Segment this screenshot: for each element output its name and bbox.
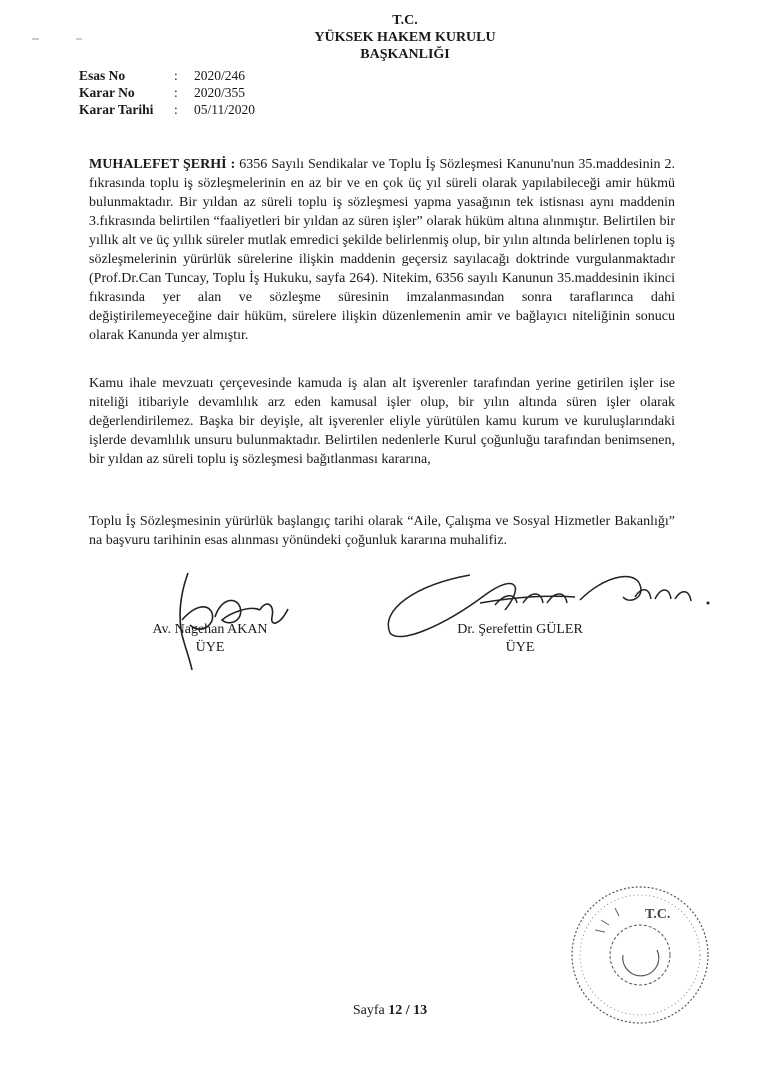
page-number bbox=[330, 1003, 450, 1019]
scan-mark bbox=[30, 34, 90, 44]
header-line-presidency: BAŞKANLIĞI bbox=[360, 47, 450, 62]
paragraph-dissent bbox=[89, 155, 675, 345]
page-current: 12 bbox=[388, 1003, 403, 1018]
paragraph-text: Toplu İş Sözleşmesinin yürürlük başlangıç tarihi olarak “Aile, Çalışma ve Sosyal Hizmetler Bakanlığı” na başvuru tarihinin esas alınması yönündeki çoğunluk kararına muhalifiz. bbox=[89, 514, 675, 548]
signatory-role: ÜYE bbox=[195, 640, 225, 655]
stamp-label: T.C. bbox=[645, 907, 671, 922]
meta-row-karar bbox=[79, 84, 255, 101]
signature-left-drawing bbox=[160, 565, 300, 675]
page-total: 13 bbox=[413, 1003, 428, 1018]
meta-value: 2020/246 bbox=[194, 68, 246, 83]
paragraph-public-procurement bbox=[89, 374, 675, 469]
dissent-heading: MUHALEFET ŞERHİ : bbox=[89, 157, 236, 172]
header-line-institution: YÜKSEK HAKEM KURULU bbox=[314, 30, 496, 45]
signature-left bbox=[140, 621, 280, 657]
document-header bbox=[240, 12, 570, 63]
signature-right bbox=[440, 621, 600, 657]
case-meta bbox=[79, 67, 255, 118]
meta-row-esas bbox=[79, 67, 255, 84]
meta-value: 05/11/2020 bbox=[194, 102, 256, 117]
meta-value: 2020/355 bbox=[194, 85, 246, 100]
paragraph-text: 6356 Sayılı Sendikalar ve Toplu İş Sözleşmesi Kanunu'nun 35.maddesinin 2. fıkrasında toplu iş sözleşmelerinin en az bir ve en çok üç yıl süreli olarak yapılabileceği amir hükmü bulunmaktadır. Bir yıldan az süreli toplu iş sözleşmesi yapma yasağının tek istisnası aynı maddenin 3.fıkrasında belirtilen “faaliyetleri bir yıldan az süren işler” olarak hüküm altına alınmıştır. Belirtilen bir yıllık alt ve üç yıllık süreler mutlak emredici şekilde belirlenmiş olup, bir yılın altında belirlenen toplu iş sözleşmelerinin yürürlük sürelerine ilişkin maddenin geçersiz sayılacağı doktrinde vurgulanmaktadır (Prof.Dr.Can Tuncay, Toplu İş Hukuku, sayfa 264). Nitekim, 6356 sayılı Kanunun 35.maddesinin ikinci fıkrasında yer alan ve sözleşme süresinin imzalanmasından sonra taraflarınca dahi değiştirilemeyeceğine dair hüküm, sürelere ilişkin düzenlemenin amir ve bağlayıcı niteliğinin sonucu olarak Kanunda yer almıştır. bbox=[89, 157, 675, 343]
meta-separator: : bbox=[174, 102, 178, 117]
page-prefix: Sayfa bbox=[352, 1003, 385, 1018]
meta-label: Karar Tarihi bbox=[79, 102, 154, 117]
meta-separator: : bbox=[174, 68, 178, 83]
paragraph-text: Kamu ihale mevzuatı çerçevesinde kamuda iş alan alt işverenler tarafından yerine getirilen işler ise niteliği itibariyle devamlılık arz eden kamusal işler olup, bir yılın altında süren işler olarak değerlendirilemez. Başka bir deyişle, alt işverenler eliyle yürütülen kamu kurum ve kuruluşlarındaki işlerde devamlılık unsuru bulunmaktadır. Belirtilen nedenlerle Kurul çoğunluğu tarafından benimsenen, bir yıldan az süreli toplu iş sözleşmesi bağıtlanması kararına, bbox=[89, 376, 675, 467]
page-separator: / bbox=[405, 1003, 410, 1018]
official-stamp bbox=[565, 880, 715, 1030]
signatory-name: Av. Nagehan AKAN bbox=[152, 622, 268, 637]
paragraph-conclusion bbox=[89, 512, 675, 550]
meta-label: Karar No bbox=[79, 85, 135, 100]
signatory-name: Dr. Şerefettin GÜLER bbox=[457, 622, 583, 637]
meta-label: Esas No bbox=[79, 68, 126, 83]
meta-row-karar-tarihi bbox=[79, 101, 255, 118]
header-line-tc: T.C. bbox=[392, 13, 418, 28]
meta-separator: : bbox=[174, 85, 178, 100]
signatory-role: ÜYE bbox=[505, 640, 535, 655]
